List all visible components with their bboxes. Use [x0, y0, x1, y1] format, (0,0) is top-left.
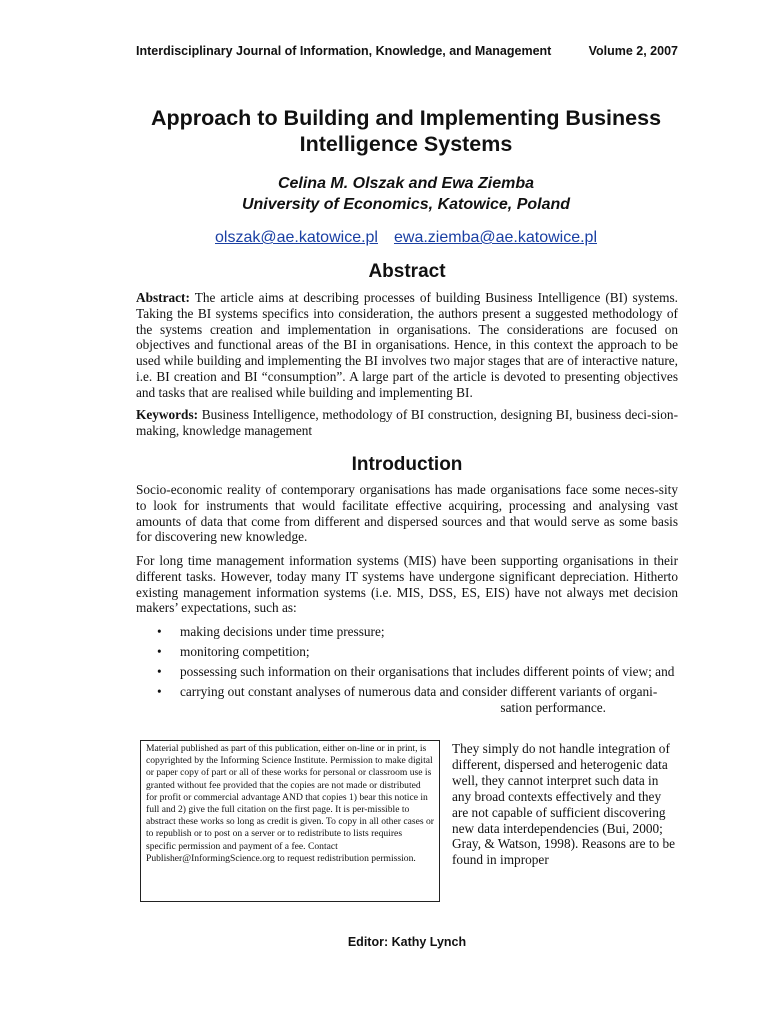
bullet-icon: •	[157, 644, 162, 659]
expectations-list	[157, 624, 678, 720]
list-item: • carrying out constant analyses of numerous data and consider different variants of organi- sation performance.	[157, 684, 678, 716]
list-item-continuation: sation performance.	[500, 700, 606, 715]
introduction-heading: Introduction	[351, 454, 463, 475]
intro-paragraph-1: Socio-economic reality of contemporary organisations has made organisations face some neces-sity to look for instruments that would facilitate effective acquiring, processing and analysing vast amounts of data that come from different and dispersed sources and that would serve as some basis for discovering new knowledge.	[136, 482, 678, 545]
bullet-icon: •	[157, 684, 162, 699]
keywords-text: Business Intelligence, methodology of BI construction, designing BI, business deci-sion-making, knowledge management	[136, 407, 679, 438]
abstract-paragraph	[136, 290, 678, 401]
keywords-paragraph	[136, 407, 678, 439]
abstract-heading: Abstract	[368, 261, 446, 282]
body-text-right-column: They simply do not handle integration of different, dispersed and heterogenic data well, they cannot interpret such data in any broad contexts effectively and they are not capable of sufficient discovering new data interdependencies (Bui, 2000; Gray, & Watson, 1998). Reasons are to be found in improper	[452, 741, 676, 868]
paper-title: Approach to Building and Implementing Business Intelligence Systems	[150, 106, 662, 156]
bullet-icon: •	[157, 624, 162, 639]
list-item: • possessing such information on their organisations that includes different points of view; and	[157, 664, 675, 679]
abstract-text: The article aims at describing processes of building Business Intelligence (BI) systems. Taking the BI systems specifics into consideration, the authors present a suggested methodology of the systems creation and implementation in organisations. The considerations are focused on objectives and functional areas of the BI in organisations. Hence, in this context the approach to be used while building and implementing the BI involves two major stages that are of interactive nature, i.e. BI creation and BI “consumption”. A large part of the article is devoted to presenting objectives and tasks that are realised while building and implementing BI.	[136, 290, 678, 400]
running-header	[136, 44, 678, 58]
list-item: • monitoring competition;	[157, 644, 310, 659]
email-link-ziemba[interactable]: ewa.ziemba@ae.katowice.pl	[393, 229, 597, 246]
author-block	[100, 173, 712, 215]
volume-info: Volume 2, 2007	[588, 44, 678, 58]
author-affiliation: University of Economics, Katowice, Poland	[241, 196, 571, 213]
intro-paragraph-2: For long time management information systems (MIS) have been supporting organisations in their different tasks. However, today many IT systems have undergone significant depreciation. Hitherto existing management information systems (i.e. MIS, DSS, ES, EIS) have not always met decision makers’ expectations, such as:	[136, 553, 678, 616]
bullet-icon: •	[157, 664, 162, 679]
author-emails	[100, 227, 712, 248]
journal-name: Interdisciplinary Journal of Information, Knowledge, and Management	[136, 44, 552, 58]
copyright-notice: Material published as part of this publication, either on-line or in print, is copyrighted by the Informing Science Institute. Permission to make digital or paper copy of part or all of these works for personal or classroom use is granted without fee provided that the copies are not made or distributed for profit or commercial advantage AND that copies 1) bear this notice in full and 2) give the full citation on the first page. It is per-missible to abstract these works so long as credit is given. To copy in all other cases or to republish or to post on a server or to redistribute to lists requires specific permission and payment of a fee. Contact Publisher@InformingScience.org to request redistribution permission.	[140, 740, 440, 902]
author-names: Celina M. Olszak and Ewa Ziemba	[277, 175, 535, 192]
keywords-label: Keywords:	[136, 407, 199, 422]
email-link-olszak[interactable]: olszak@ae.katowice.pl	[215, 229, 378, 246]
editor-footer: Editor: Kathy Lynch	[347, 935, 467, 949]
list-item: • making decisions under time pressure;	[157, 624, 385, 639]
abstract-label: Abstract:	[136, 290, 190, 305]
